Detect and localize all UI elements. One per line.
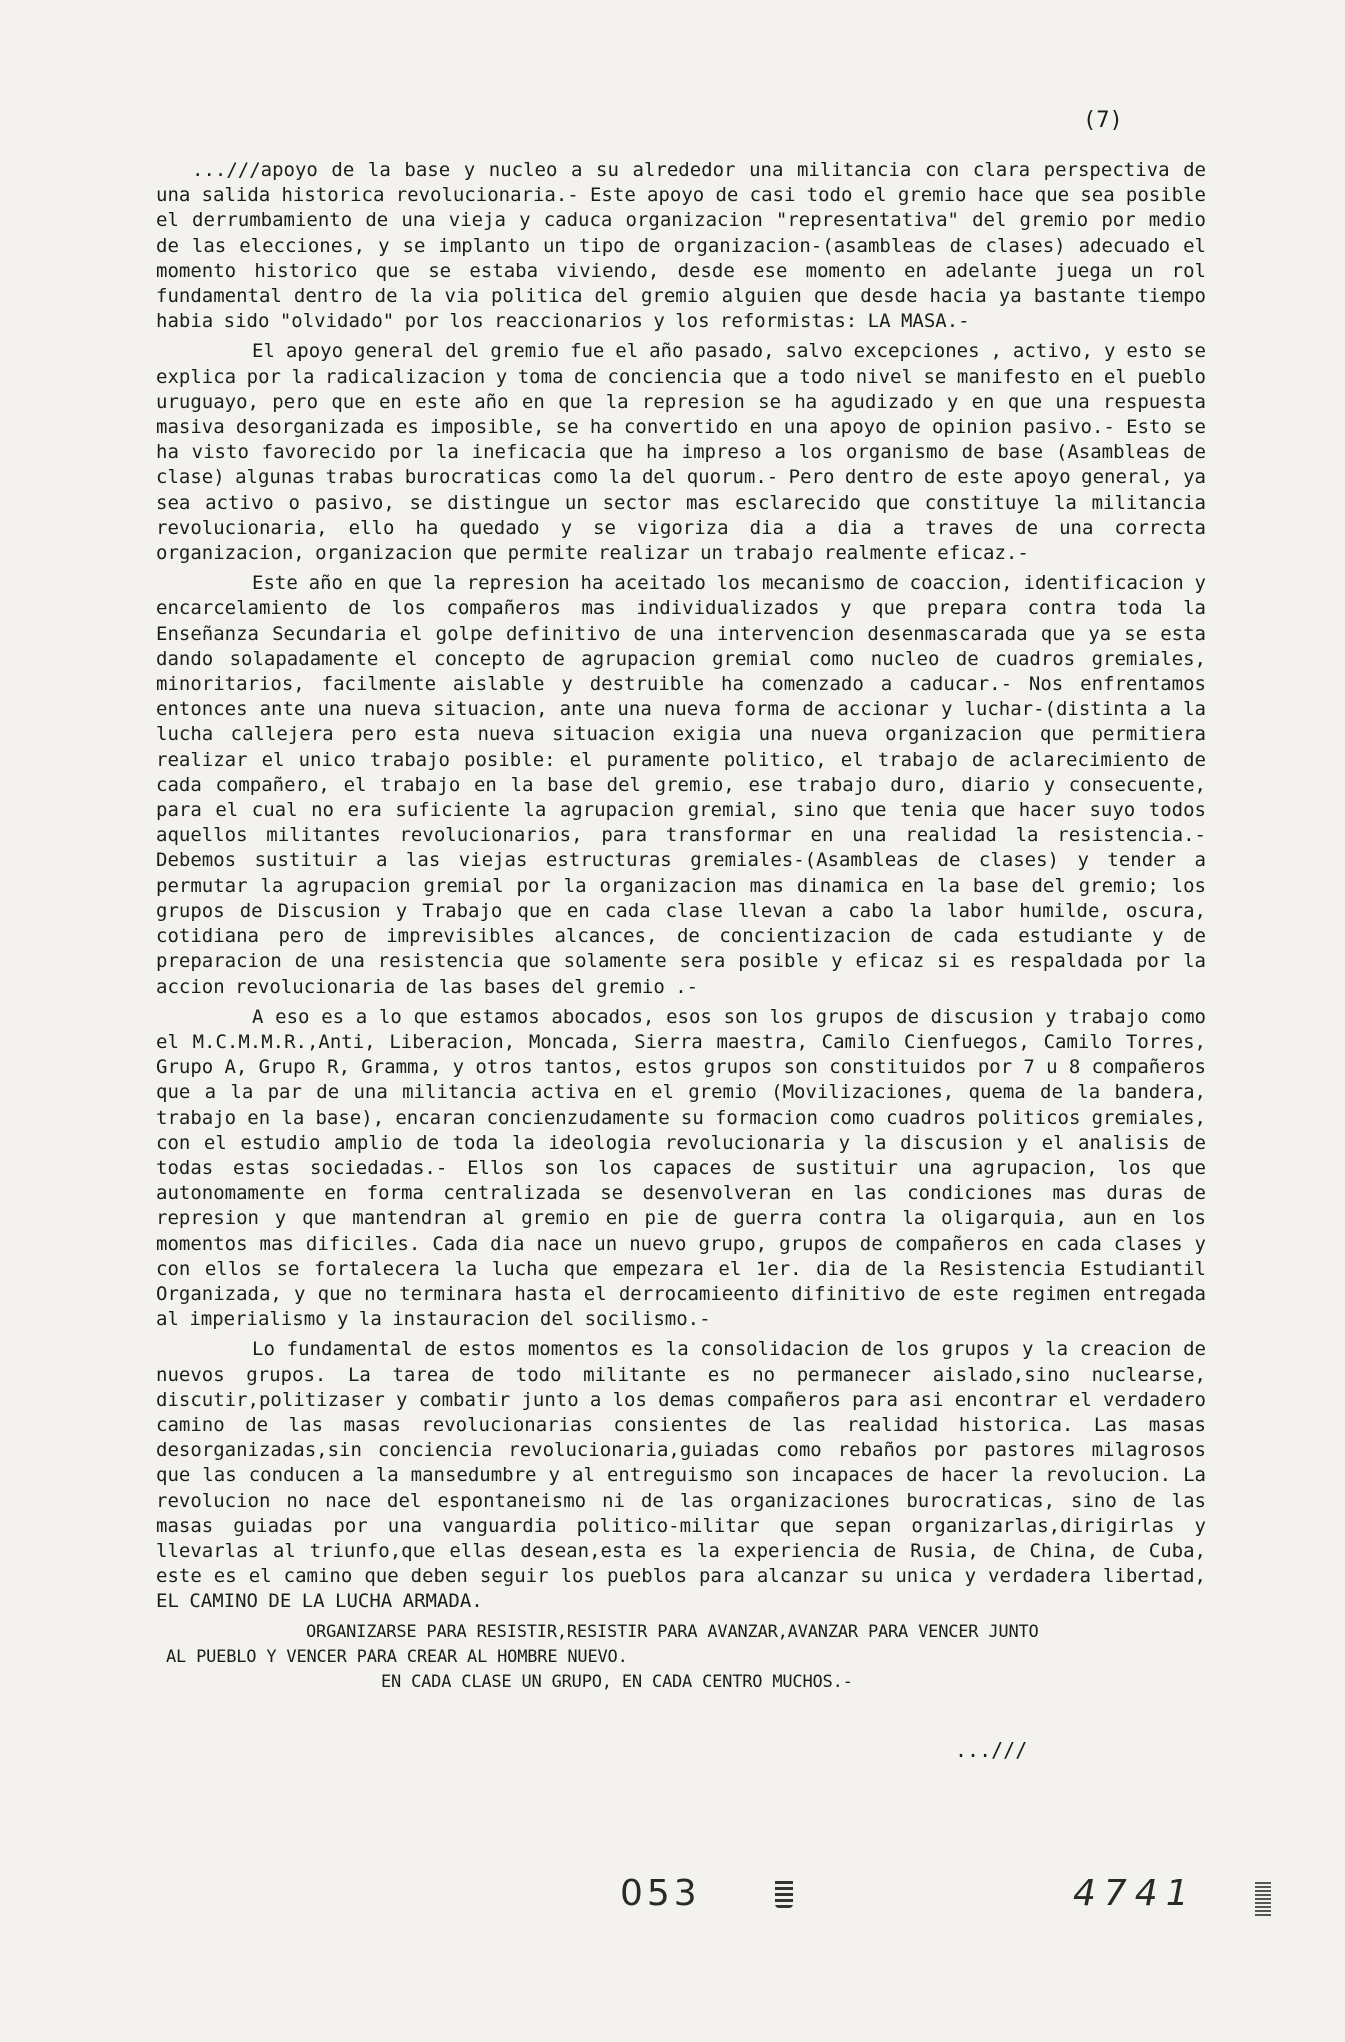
paragraph-2: El apoyo general del gremio fue el año pasado, salvo excepciones , activo, y esto se explica por la radicalizacion y toma de conciencia que a todo nivel se manifesto en el pueblo uruguayo, pero que en este año en que la represion se ha agudizado y en que una respuesta masiva desorganizada es imposible, se ha convertido en una apoyo de opinion pasivo.- Esto se ha visto favorecido por la ineficacia que ha impreso a los organismo de base (Asambleas de clase) algunas trabas burocraticas como la del quorum.- Pero dentro de este apoyo general, ya sea activo o pasivo, se distingue un sector mas esclarecido que constituye la militancia revolucionaria, ello ha quedado y se vigoriza dia a dia a traves de una correcta organizacion, organizacion que permite realizar un trabajo realmente eficaz.- <box>156 340 1206 565</box>
slogan-line-1: ORGANIZARSE PARA RESISTIR,RESISTIR PARA AVANZAR,AVANZAR PARA VENCER JUNTO <box>306 1621 1039 1642</box>
paragraph-1: ...///apoyo de la base y nucleo a su alrededor una militancia con clara perspectiva de una salida historica revolucionaria.- Este apoyo de casi todo el gremio hace que sea posible el derrumbamiento de una vieja y caduca organizacion "representativa" del gremio por medio de las elecciones, y se implanto un tipo de organizacion-(asambleas de clases) adecuado el momento historico que se estaba viviendo, desde ese momento en adelante juega un rol fundamental dentro de la via politica del gremio alguien que desde hacia ya bastante tiempo habia sido "olvidado" por los reaccionarios y los reformistas: LA MASA.- <box>156 159 1206 333</box>
paragraph-5: Lo fundamental de estos momentos es la consolidacion de los grupos y la creacion de nuevos grupos. La tarea de todo militante es no permanecer aislado,sino nuclearse, discutir,politizaser y combatir junto a los demas compañeros para asi encontrar el verdadero camino de las masas revolucionarias consientes de las realidad historica. Las masas desorganizadas,sin conciencia revolucionaria,guiadas como rebaños por pastores milagrosos que las conducen a la mansedumbre y al entreguismo son incapaces de hacer la revolucion. La revolucion no nace del espontaneismo ni de las organizaciones burocraticas, sino de las masas guiadas por una vanguardia politico-militar que sepan organizarlas,dirigirlas y llevarlas al triunfo,que ellas desean,esta es la experiencia de Rusia, de China, de Cuba, este es el camino que deben seguir los pueblos para alcanzar su unica y verdadera libertad, EL CAMINO DE LA LUCHA ARMADA. <box>156 1338 1206 1613</box>
continuation-mark: .../// <box>955 1738 1028 1762</box>
page-number: (7) <box>1083 108 1123 133</box>
body-text <box>156 158 1206 1695</box>
stamp-mark-icon <box>775 1878 793 1908</box>
corner-stamp-icon <box>1255 1880 1271 1916</box>
paragraph-3: Este año en que la represion ha aceitado los mecanismo de coaccion, identificacion y encarcelamiento de los compañeros mas individualizados y que prepara contra toda la Enseñanza Secundaria el golpe definitivo de una intervencion desenmascarada que ya se esta dando solapadamente el concepto de agrupacion gremial como nucleo de cuadros gremiales, minoritarios, facilmente aislable y destruible ha comenzado a caducar.- Nos enfrentamos entonces ante una nueva situacion, ante una nueva forma de accionar y luchar-(distinta a la lucha callejera pero esta nueva situacion exigia una nueva organizacion que permitiera realizar el unico trabajo posible: el puramente politico, el trabajo de aclarecimiento de cada compañero, el trabajo en la base del gremio, ese trabajo duro, diario y consecuente, para el cual no era suficiente la agrupacion gremial, sino que tenia que hacer suyo todos aquellos militantes revolucionarios, para transformar en una realidad la resistencia.- Debemos sustituir a las viejas estructuras gremiales-(Asambleas de clases) y tender a permutar la agrupacion gremial por la organizacion mas dinamica en la base del gremio; los grupos de Discusion y Trabajo que en cada clase llevan a cabo la labor humilde, oscura, cotidiana pero de imprevisibles alcances, de concientizacion de cada estudiante y de preparacion de una resistencia que solamente sera posible y eficaz si es respaldada por la accion revolucionaria de las bases del gremio .- <box>156 572 1206 998</box>
archive-stamp-number: 053 <box>620 1873 701 1914</box>
slogan-line-2: AL PUEBLO Y VENCER PARA CREAR AL HOMBRE NUEVO. <box>166 1646 628 1667</box>
slogan-line-3: EN CADA CLASE UN GRUPO, EN CADA CENTRO MUCHOS.- <box>381 1671 853 1692</box>
folio-number: 4741 <box>1073 1873 1197 1914</box>
paragraph-4: A eso es a lo que estamos abocados, esos son los grupos de discusion y trabajo como el M.C.M.M.R.,Anti, Liberacion, Moncada, Sierra maestra, Camilo Cienfuegos, Camilo Torres, Grupo A, Grupo R, Gramma, y otros tantos, estos grupos son constituidos por 7 u 8 compañeros que a la par de una militancia activa en el gremio (Movilizaciones, quema de la bandera, trabajo en la base), encaran concienzudamente su formacion como cuadros politicos gremiales, con el estudio amplio de toda la ideologia revolucionaria y la discusion y el analisis de todas estas sociedadas.- Ellos son los capaces de sustituir una agrupacion, los que autonomamente en forma centralizada se desenvolveran en las condiciones mas duras de represion y que mantendran al gremio en pie de guerra contra la oligarquia, aun en los momentos mas dificiles. Cada dia nace un nuevo grupo, grupos de compañeros en cada clases y con ellos se fortalecera la lucha que empezara el 1er. dia de la Resistencia Estudiantil Organizada, y que no terminara hasta el derrocamieento difinitivo de este regimen entregada al imperialismo y la instauracion del socilismo.- <box>156 1005 1206 1331</box>
